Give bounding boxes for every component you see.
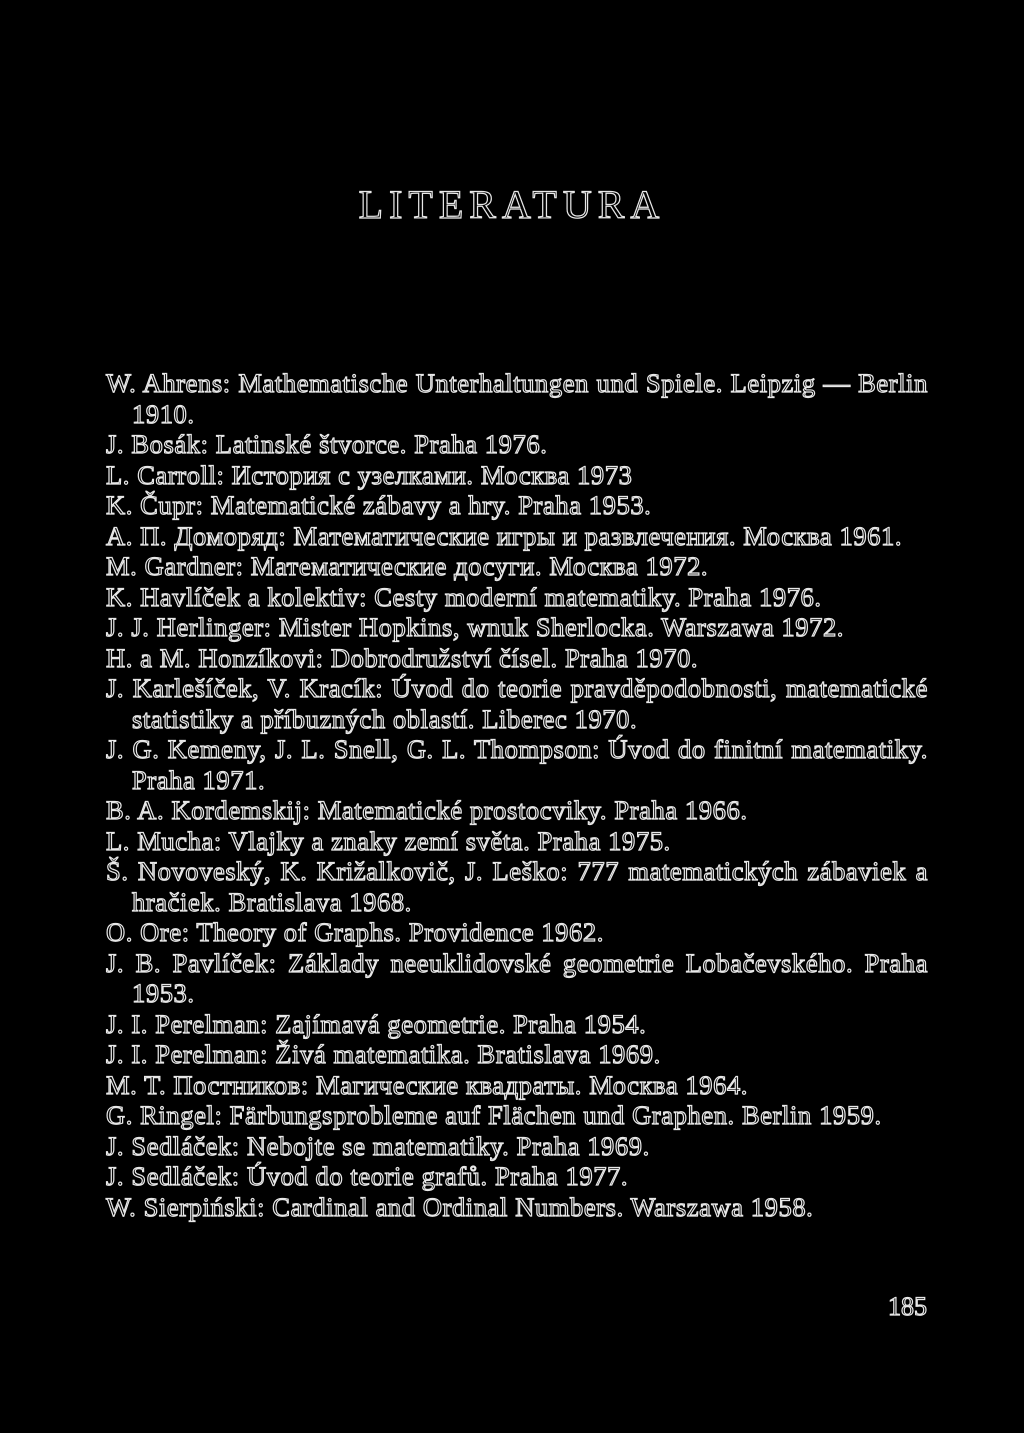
page-number: 185 — [888, 1292, 927, 1321]
reference-item: J. Bosák: Latinské štvorce. Praha 1976. — [106, 429, 548, 459]
reference-item: J. I. Perelman: Živá matematika. Bratislava 1969. — [106, 1039, 661, 1069]
reference-item: J. B. Pavlíček: Základy neeuklidovské geometrie Lobačevského. Praha 1953. — [106, 947, 928, 1008]
reference-item: Š. Novoveský, K. Križalkovič, J. Leško: 777 matematických zábaviek a hračiek. Bratislava 1968. — [106, 856, 928, 917]
reference-item: K. Havlíček a kolektiv: Cesty moderní matematiky. Praha 1976. — [106, 581, 822, 612]
page-title: LITERATURA — [358, 182, 666, 227]
reference-item: H. a M. Honzíkovi: Dobrodružství čísel. Praha 1970. — [106, 642, 699, 673]
reference-item: M. Gardner: Математические досуги. Москва 1972. — [106, 551, 709, 581]
reference-item: A. П. Доморяд: Математические игры и развлечения. Москва 1961. — [106, 520, 903, 551]
reference-item: B. A. Kordemskij: Matematické prostocviky. Praha 1966. — [106, 795, 748, 825]
reference-item: O. Ore: Theory of Graphs. Providence 1962. — [106, 917, 604, 947]
reference-item: J. Karlešíček, V. Kracík: Úvod do teorie pravděpodobnosti, matematické statistiky a příbuzných oblastí. Liberec 1970. — [106, 673, 928, 734]
reference-item: J. G. Kemeny, J. L. Snell, G. L. Thompson: Úvod do finitní matematiky. Praha 1971. — [106, 734, 928, 795]
reference-item: J. I. Perelman: Zajímavá geometrie. Praha 1954. — [106, 1008, 647, 1039]
reference-item: J. Sedláček: Úvod do teorie grafů. Praha 1977. — [106, 1161, 629, 1191]
reference-item: K. Čupr: Matematické zábavy a hry. Praha 1953. — [106, 490, 652, 520]
reference-list — [106, 368, 928, 1222]
reference-item: J. Sedláček: Nebojte se matematiky. Praha 1969. — [106, 1130, 650, 1161]
reference-item: L. Mucha: Vlajky a znaky zemí světa. Praha 1975. — [106, 825, 671, 856]
reference-item: G. Ringel: Färbungsprobleme auf Flächen und Graphen. Berlin 1959. — [106, 1100, 882, 1130]
reference-item: J. J. Herlinger: Mister Hopkins, wnuk Sherlocka. Warszawa 1972. — [106, 612, 845, 642]
reference-item: W. Ahrens: Mathematische Unterhaltungen und Spiele. Leipzig — Berlin 1910. — [106, 368, 928, 429]
reference-item: W. Sierpiński: Cardinal and Ordinal Numbers. Warszawa 1958. — [106, 1191, 814, 1222]
reference-item: M. T. Постников: Магические квадраты. Москва 1964. — [106, 1069, 749, 1100]
reference-item: L. Carroll: История с узелками. Москва 1973 — [106, 459, 633, 490]
